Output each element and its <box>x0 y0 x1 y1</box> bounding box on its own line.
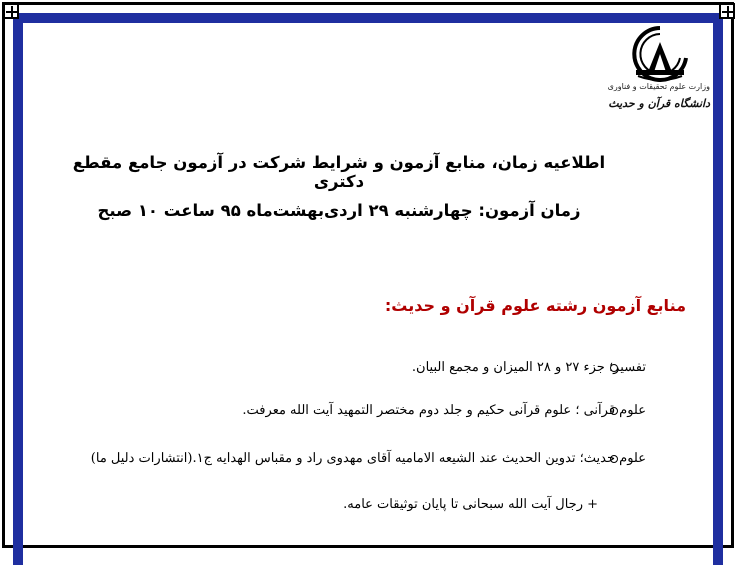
section-heading: منابع آزمون رشته علوم قرآن و حدیث: <box>384 296 686 315</box>
ministry-text: وزارت علوم تحقیقات و فناوری <box>607 82 710 91</box>
list-item-continuation: + رجال آیت الله سبحانی تا پایان توثیقات عامه. <box>343 497 598 512</box>
university-name: دانشگاه قرآن و حدیث <box>608 97 710 110</box>
corner-ornament-right-icon <box>719 3 735 19</box>
exam-time: زمان آزمون: چهارشنبه ۲۹ اردی‌بهشت‌ماه ۹۵ ساعت ۱۰ صبح <box>97 201 581 220</box>
corner-ornament-left-icon <box>3 3 19 19</box>
page-title: اطلاعیه زمان، منابع آزمون و شرایط شرکت در آزمون جامع مقطع دکتری <box>72 153 606 191</box>
list-item: تفسیر؛ جزء ۲۷ و ۲۸ المیزان و مجمع البیان. <box>411 360 646 375</box>
university-emblem-icon <box>628 24 692 84</box>
university-logo <box>607 24 710 136</box>
list-item: علوم قرآنی ؛ علوم قرآنی حکیم و جلد دوم مختصر التمهید آیت الله معرفت. <box>242 403 646 418</box>
list-item: علوم حدیث؛ تدوین الحدیث عند الشیعه الامامیه آقای مهدوی راد و مقباس الهدایه ج۱.(انتشارات دلیل ما) <box>90 451 646 466</box>
